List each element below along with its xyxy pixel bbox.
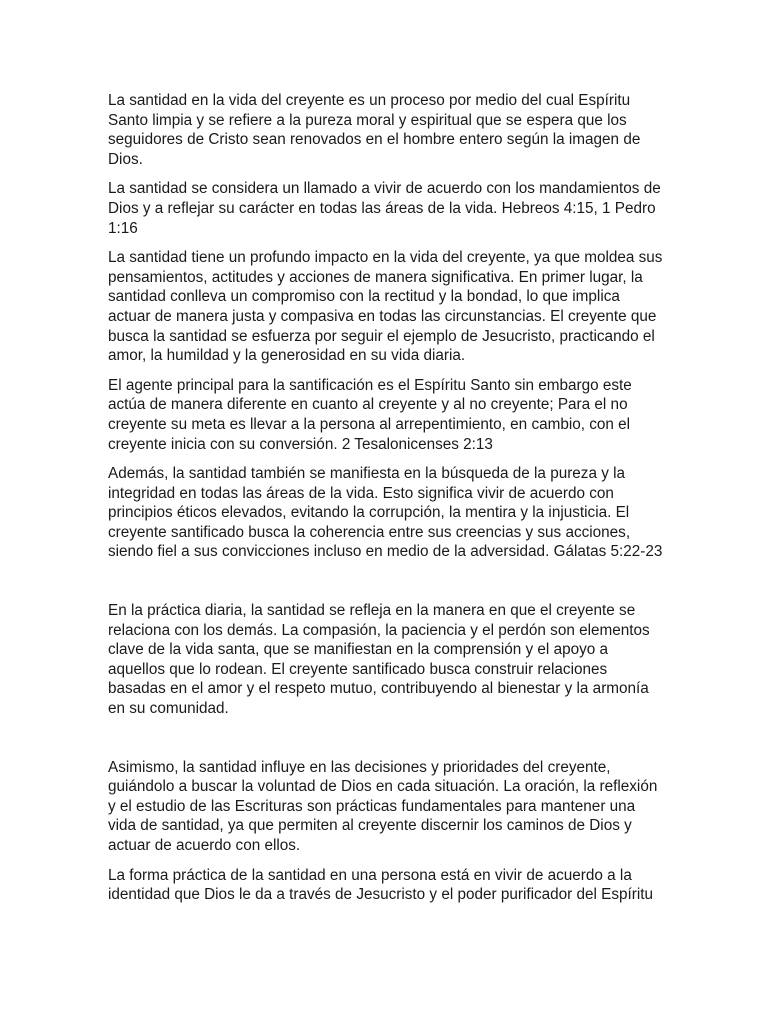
paragraph-1: La santidad en la vida del creyente es un proceso por medio del cual Espíritu Santo limpia y se refiere a la pureza moral y espiritual que se espera que los seguidores de Cristo sean renovados en el hombre entero según la imagen de Dios.: [108, 92, 641, 168]
document-page: [108, 91, 664, 915]
paragraph-6: En la práctica diaria, la santidad se refleja en la manera en que el creyente se relaciona con los demás. La compasión, la paciencia y el perdón son elementos clave de la vida santa, que se manifiestan en la comprensión y el apoyo a aquellos que lo rodean. El creyente santificado busca construir relaciones basadas en el amor y el respeto mutuo, contribuyendo al bienestar y la armonía en su comunidad.: [108, 602, 650, 718]
paragraph-3: La santidad tiene un profundo impacto en la vida del creyente, ya que moldea sus pensamientos, actitudes y acciones de manera significativa. En primer lugar, la santidad conlleva un compromiso con la rectitud y la bondad, lo que implica actuar de manera justa y compasiva en todas las circunstancias. El creyente que busca la santidad se esfuerza por seguir el ejemplo de Jesucristo, practicando el amor, la humildad y la generosidad en su vida diaria.: [108, 249, 663, 365]
paragraph-8: La forma práctica de la santidad en una persona está en vivir de acuerdo a la identidad que Dios le da a través de Jesucristo y el poder purificador del Espíritu: [108, 866, 654, 904]
paragraph-4: El agente principal para la santificación es el Espíritu Santo sin embargo este actúa de manera diferente en cuanto al creyente y al no creyente; Para el no creyente su meta es llevar a la persona al arrepentimiento, en cambio, con el creyente inicia con su conversión. 2 Tesalonicenses 2:13: [108, 376, 632, 453]
paragraph-7: Asimismo, la santidad influye en las decisiones y prioridades del creyente, guiándolo a buscar la voluntad de Dios en cada situación. La oración, la reflexión y el estudio de las Escrituras son prácticas fundamentales para mantener una vida de santidad, ya que permiten al creyente discernir los caminos de Dios y actuar de acuerdo con ellos.: [108, 758, 658, 854]
paragraph-2: La santidad se considera un llamado a vivir de acuerdo con los mandamientos de Dios y a reflejar su carácter en todas las áreas de la vida. Hebreos 4:15, 1 Pedro 1:16: [108, 180, 661, 237]
paragraph-5: Además, la santidad también se manifiesta en la búsqueda de la pureza y la integridad en todas las áreas de la vida. Esto significa vivir de acuerdo con principios éticos elevados, evitando la corrupción, la mentira y la injusticia. El creyente santificado busca la coherencia entre sus creencias y sus acciones, siendo fiel a sus convicciones incluso en medio de la adversidad. Gálatas 5:22-23: [108, 465, 663, 561]
